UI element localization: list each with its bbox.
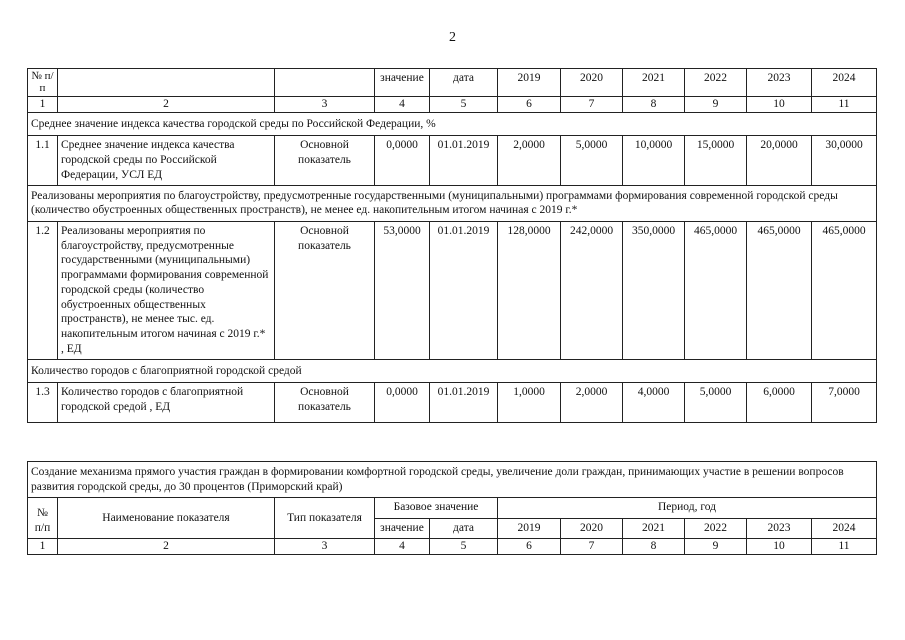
indicator-type: Основной показатель [275,222,375,359]
column-number: 11 [812,97,877,113]
num-header: № п/п [28,69,58,97]
year-header: 2023 [747,69,812,97]
year-header: 2022 [685,518,747,538]
column-number: 8 [623,538,685,554]
column-number: 3 [275,97,375,113]
base-date: 01.01.2019 [430,222,498,359]
year-header: 2020 [561,69,623,97]
year-value: 20,0000 [747,136,812,185]
year-value: 5,0000 [685,383,747,423]
name-header: Наименование показателя [58,498,275,538]
column-number: 2 [58,538,275,554]
column-number: 11 [812,538,877,554]
year-header: 2023 [747,518,812,538]
column-number: 6 [498,97,561,113]
indicators-table-2 [27,461,877,555]
section-title-row [28,462,877,498]
column-numbers-row [28,97,877,113]
table-row [28,222,877,359]
row-number: 1.2 [28,222,58,359]
base-date: 01.01.2019 [430,383,498,423]
indicators-table [27,68,877,423]
indicator-name: Среднее значение индекса качества городской среды по Российской Федерации, УСЛ ЕД [58,136,275,185]
num-header: № п/п [28,498,58,538]
column-number: 5 [430,538,498,554]
indicator-name: Реализованы мероприятия по благоустройству, предусмотренные государственными (муниципальными) программами формирования современной городской среды (количество обустроенных общественных пространств), не менее тыс. ед. накопительным итогом начиная с 2019 г.* , ЕД [58,222,275,359]
page-number: 2 [449,30,456,45]
column-number: 1 [28,538,58,554]
column-number: 7 [561,538,623,554]
column-number: 3 [275,538,375,554]
year-value: 5,0000 [561,136,623,185]
year-value: 6,0000 [747,383,812,423]
year-header: 2021 [623,518,685,538]
column-numbers-row [28,538,877,554]
year-header: 2022 [685,69,747,97]
column-number: 7 [561,97,623,113]
year-header: 2019 [498,69,561,97]
year-header: 2019 [498,518,561,538]
section-title: Количество городов с благоприятной городской средой [28,359,877,383]
year-value: 350,0000 [623,222,685,359]
column-number: 9 [685,538,747,554]
year-value: 4,0000 [623,383,685,423]
row-number: 1.3 [28,383,58,423]
year-value: 1,0000 [498,383,561,423]
year-header: 2024 [812,69,877,97]
section-title-row [28,112,877,136]
type-header: Тип показателя [275,498,375,538]
year-header: 2021 [623,69,685,97]
year-value: 465,0000 [747,222,812,359]
column-number: 2 [58,97,275,113]
type-header [275,69,375,97]
year-header: 2020 [561,518,623,538]
column-number: 8 [623,97,685,113]
section-title-row [28,185,877,221]
column-number: 4 [375,538,430,554]
year-value: 465,0000 [685,222,747,359]
indicator-type: Основной показатель [275,136,375,185]
section-title-row [28,359,877,383]
year-value: 465,0000 [812,222,877,359]
year-value: 242,0000 [561,222,623,359]
column-number: 1 [28,97,58,113]
year-value: 10,0000 [623,136,685,185]
column-number: 5 [430,97,498,113]
table-header-row [28,498,877,518]
row-number: 1.1 [28,136,58,185]
section-title: Реализованы мероприятия по благоустройству, предусмотренные государственными (муниципальными) программами формирования современной городской среды (количество обустроенных общественных пространств), не менее ед. накопительным итогом начиная с 2019 г.* [28,185,877,221]
table-row [28,383,877,423]
column-number: 6 [498,538,561,554]
year-value: 2,0000 [561,383,623,423]
section-title: Среднее значение индекса качества городской среды по Российской Федерации, % [28,112,877,136]
column-number: 9 [685,97,747,113]
base-date: 01.01.2019 [430,136,498,185]
base-header: Базовое значение [375,498,498,518]
base-value-header: значение [375,518,430,538]
year-value: 7,0000 [812,383,877,423]
year-header: 2024 [812,518,877,538]
base-date-header: дата [430,518,498,538]
column-number: 10 [747,538,812,554]
year-value: 30,0000 [812,136,877,185]
year-value: 2,0000 [498,136,561,185]
base-value: 0,0000 [375,136,430,185]
indicator-type: Основной показатель [275,383,375,423]
column-number: 10 [747,97,812,113]
indicator-name: Количество городов с благоприятной городской средой , ЕД [58,383,275,423]
base-value: 53,0000 [375,222,430,359]
year-value: 128,0000 [498,222,561,359]
base-value-header: значение [375,69,430,97]
year-value: 15,0000 [685,136,747,185]
period-header: Период, год [498,498,877,518]
column-number: 4 [375,97,430,113]
base-value: 0,0000 [375,383,430,423]
table-header-row [28,69,877,97]
table-row [28,136,877,185]
name-header [58,69,275,97]
section-title: Создание механизма прямого участия граждан в формировании комфортной городской среды, увеличение доли граждан, принимающих участие в решении вопросов развития городской среды, до 30 процентов (Приморский край) [28,462,877,498]
base-date-header: дата [430,69,498,97]
